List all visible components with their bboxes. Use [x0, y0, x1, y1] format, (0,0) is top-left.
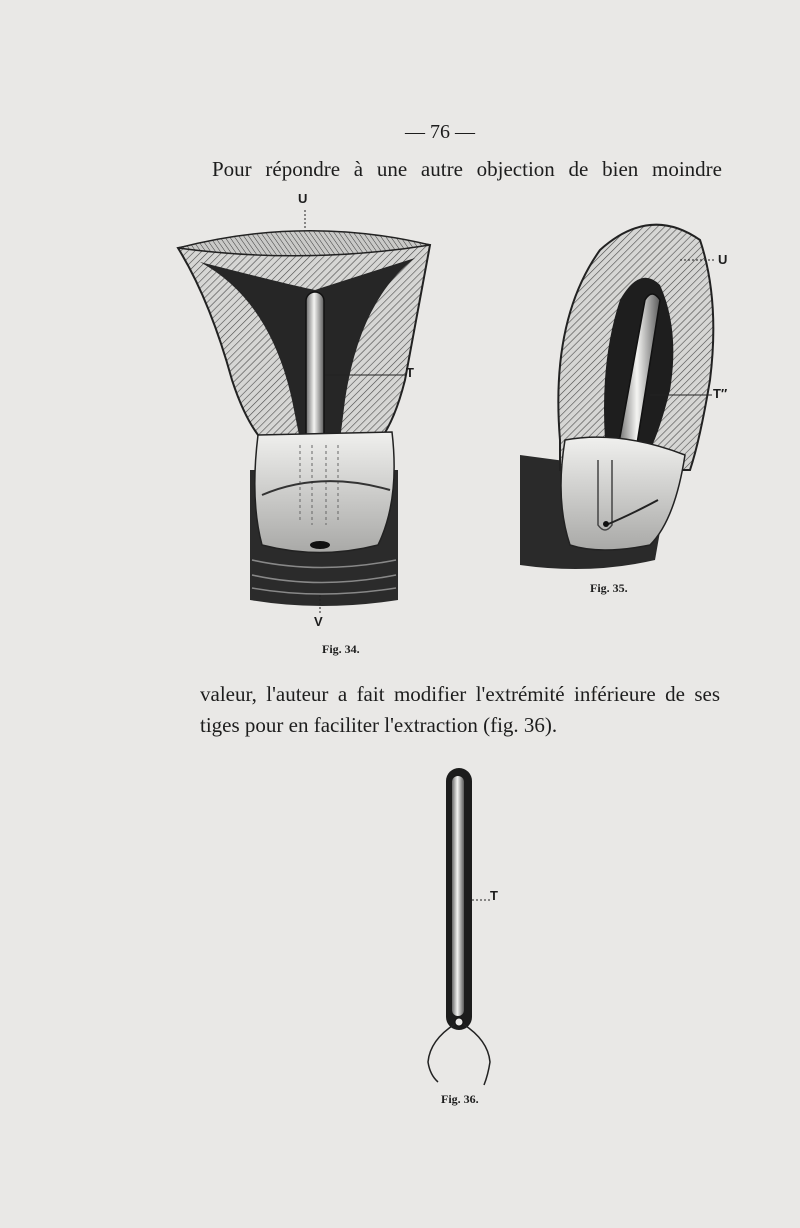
fig34-label-v: V	[314, 614, 323, 629]
paragraph-2	[200, 679, 720, 741]
fig34-label-u: U	[298, 191, 308, 206]
fig35-label-t: T″	[713, 386, 728, 401]
fig34-label-t: T	[406, 365, 414, 380]
fig35-caption: Fig. 35.	[590, 581, 628, 595]
fig36-caption: Fig. 36.	[441, 1092, 479, 1106]
fig34-caption: Fig. 34.	[322, 642, 360, 656]
figure-34-drawing	[178, 210, 430, 615]
figure-35-drawing	[520, 225, 715, 569]
fig35-label-u: U	[718, 252, 728, 267]
paragraph-2-line-1: valeur, l'auteur a fait modifier l'extrémité inférieure de ses	[200, 682, 720, 706]
paragraph-2-line-2: tiges pour en faciliter l'extraction (fig. 36).	[200, 713, 558, 737]
figure-36-drawing	[428, 768, 490, 1085]
page-number: — 76 —	[405, 121, 475, 143]
paragraph-1: Pour répondre à une autre objection de bien moindre	[212, 157, 722, 181]
fig36-label-t: T	[490, 888, 498, 903]
